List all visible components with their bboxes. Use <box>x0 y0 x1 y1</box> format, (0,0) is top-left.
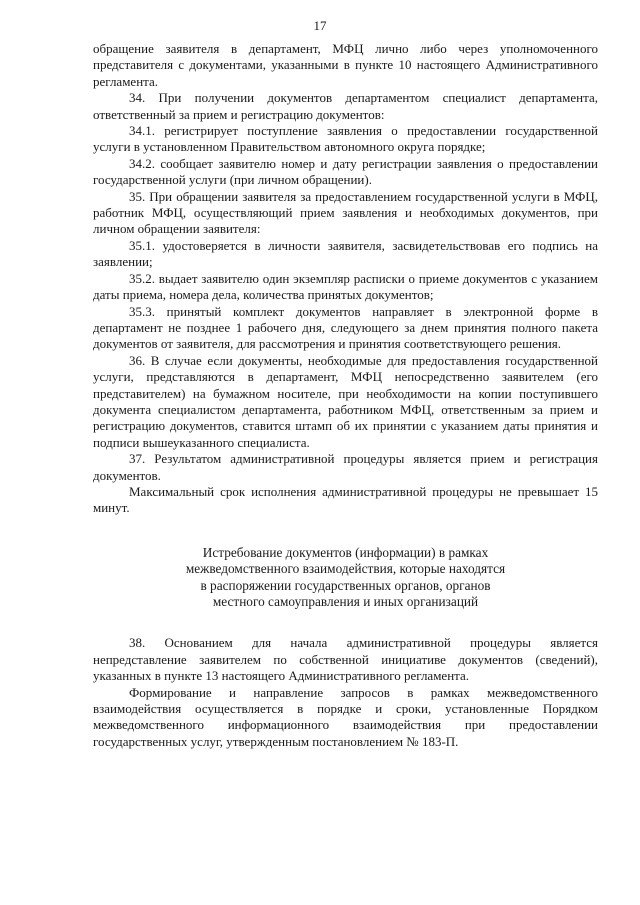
paragraph-38: 38. Основанием для начала административной процедуры является непредставление заявителем по собственной инициативе документов (сведений), указанных в пункте 13 настоящего Административного регламента. <box>93 635 598 684</box>
paragraph-35: 35. При обращении заявителя за предоставлением государственной услуги в МФЦ, работник МФЦ, осуществляющий прием заявления и необходимых документов, при личном обращении заявителя: <box>93 188 598 237</box>
document-body <box>93 41 598 750</box>
section-heading <box>93 545 598 611</box>
paragraph-37: 37. Результатом административной процедуры является прием и регистрация документов. <box>93 451 598 483</box>
paragraph-34-1: 34.1. регистрирует поступление заявления о предоставлении государственной услуги в установленном Правительством автономного округа порядке; <box>93 123 598 155</box>
section-heading-line: межведомственного взаимодействия, которые находятся <box>185 561 506 577</box>
page-number: 17 <box>313 18 327 33</box>
section-heading-line: в распоряжении государственных органов, органов <box>200 577 491 593</box>
paragraph-max-time: Максимальный срок исполнения административной процедуры не превышает 15 минут. <box>93 483 598 516</box>
section-heading-line: местного самоуправления и иных организаций <box>212 594 479 609</box>
paragraph-34-2: 34.2. сообщает заявителю номер и дату регистрации заявления о предоставлении государственной услуги (при личном обращении). <box>93 155 598 188</box>
paragraph-34: 34. При получении документов департаментом специалист департамента, ответственный за прием и регистрацию документов: <box>93 90 598 122</box>
paragraph-requests: Формирование и направление запросов в рамках межведомственного взаимодействия осуществляется в порядке и сроки, установленные Порядком межведомственного информационного взаимодействия при предоставлении государственных услуг, утвержденным постановлением № 183-П. <box>93 684 598 749</box>
paragraph-36: 36. В случае если документы, необходимые для предоставления государственной услуги, представляются в департамент, МФЦ непосредственно заявителем (его представителем) на бумажном носителе, при необходимости на копии поступившего документа специалистом департамента, работником МФЦ, ответственным за прием и регистрацию документов, ставится штамп об их принятии с указанием даты принятия и подписи вышеуказанного специалиста. <box>93 352 598 450</box>
paragraph-35-3: 35.3. принятый комплект документов направляет в электронной форме в департамент не позднее 1 рабочего дня, следующего за днем принятия полного пакета документов от заявителя, для рассмотрения и принятия соответствующего решения. <box>93 303 598 352</box>
paragraph-35-1: 35.1. удостоверяется в личности заявителя, засвидетельствовав его подпись на заявлении; <box>93 237 598 270</box>
section-heading-line: Истребование документов (информации) в рамках <box>202 544 489 560</box>
paragraph-35-2: 35.2. выдает заявителю один экземпляр расписки о приеме документов с указанием даты приема, номера дела, количества принятых документов; <box>93 270 598 303</box>
paragraph-continuation: обращение заявителя в департамент, МФЦ лично либо через уполномоченного представителя с документами, указанными в пункте 10 настоящего Административного регламента. <box>93 41 598 89</box>
